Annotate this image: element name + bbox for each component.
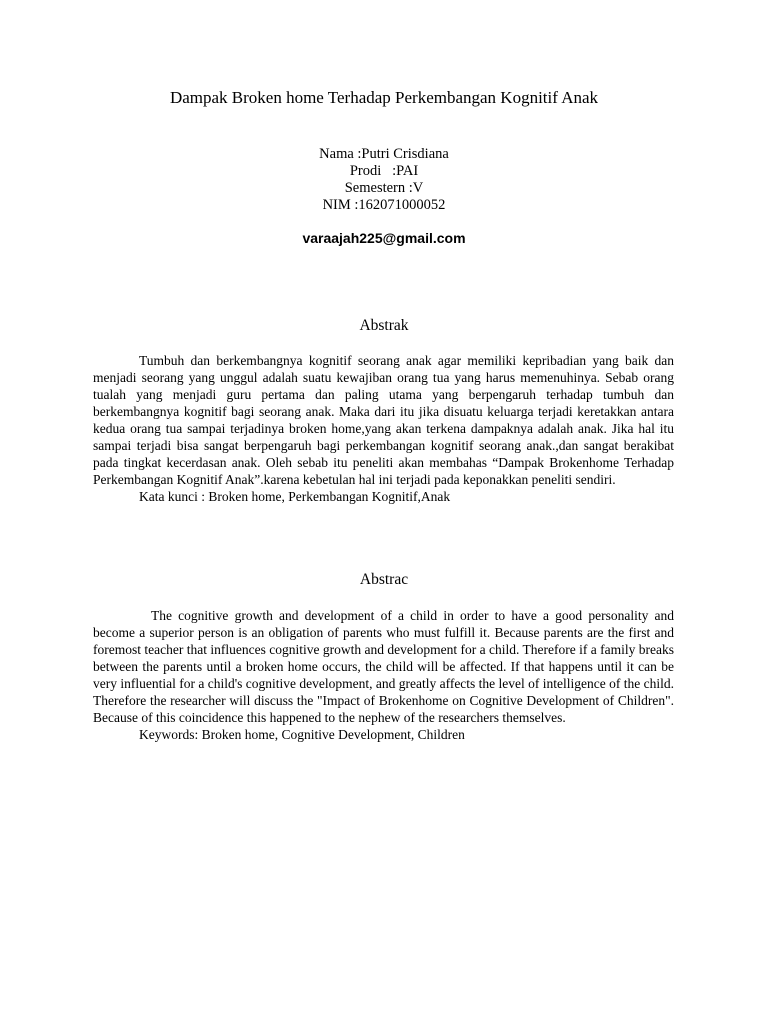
abstract-id-heading: Abstrak <box>359 317 409 334</box>
author-nim: NIM :162071000052 <box>322 197 446 213</box>
author-prodi: Prodi :PAI <box>349 163 419 179</box>
abstract-en-keywords: Keywords: Broken home, Cognitive Development, Children <box>139 727 465 742</box>
abstract-id-section <box>93 352 674 505</box>
abstract-en-body: The cognitive growth and development of a child in order to have a good personality and become a superior person is an obligation of parents who must fulfill it. Because parents are the first and foremost teacher that influences cognitive growth and development for a child. Therefore if a family breaks between the parents until a broken home occurs, the child will be affected. If that happens until it can be very influential for a child's cognitive development, and greatly affects the level of intelligence of the child. Therefore the researcher will discuss the "Impact of Brokenhome on Cognitive Development of Children". Because of this coincidence this happened to the nephew of the researchers themselves. <box>93 608 674 725</box>
author-info <box>0 146 768 214</box>
abstract-id-body: Tumbuh dan berkembangnya kognitif seorang anak agar memiliki kepribadian yang baik dan menjadi seorang yang unggul adalah suatu kewajiban orang tua yang harus memenuhinya. Sebab orang tualah yang menjadi guru pertama dan paling utama yang berpengaruh terhadap tumbuh dan berkembangnya kognitif bagi seorang anak. Maka dari itu jika disuatu keluarga terjadi keretakkan antara kedua orang tua sampai terjadinya broken home,yang akan terkena dampaknya adalah anak. Jika hal itu sampai terjadi bisa sangat berpengaruh bagi perkembangan kognitif seorang anak.,dan sangat berakibat pada tingkat kecerdasan anak. Oleh sebab itu peneliti akan membahas “Dampak Brokenhome Terhadap Perkembangan Kognitif Anak”.karena kebetulan hal ini terjadi pada keponakkan peneliti sendiri. <box>93 353 674 487</box>
document-title: Dampak Broken home Terhadap Perkembangan Kognitif Anak <box>169 88 599 107</box>
abstract-en-heading: Abstrac <box>359 571 409 588</box>
author-name: Nama :Putri Crisdiana <box>319 146 449 162</box>
abstract-en-section <box>93 607 674 743</box>
author-email: varaajah225@gmail.com <box>302 230 466 246</box>
abstract-id-keywords: Kata kunci : Broken home, Perkembangan Kognitif,Anak <box>139 489 451 504</box>
author-semester: Semestern :V <box>344 180 424 196</box>
